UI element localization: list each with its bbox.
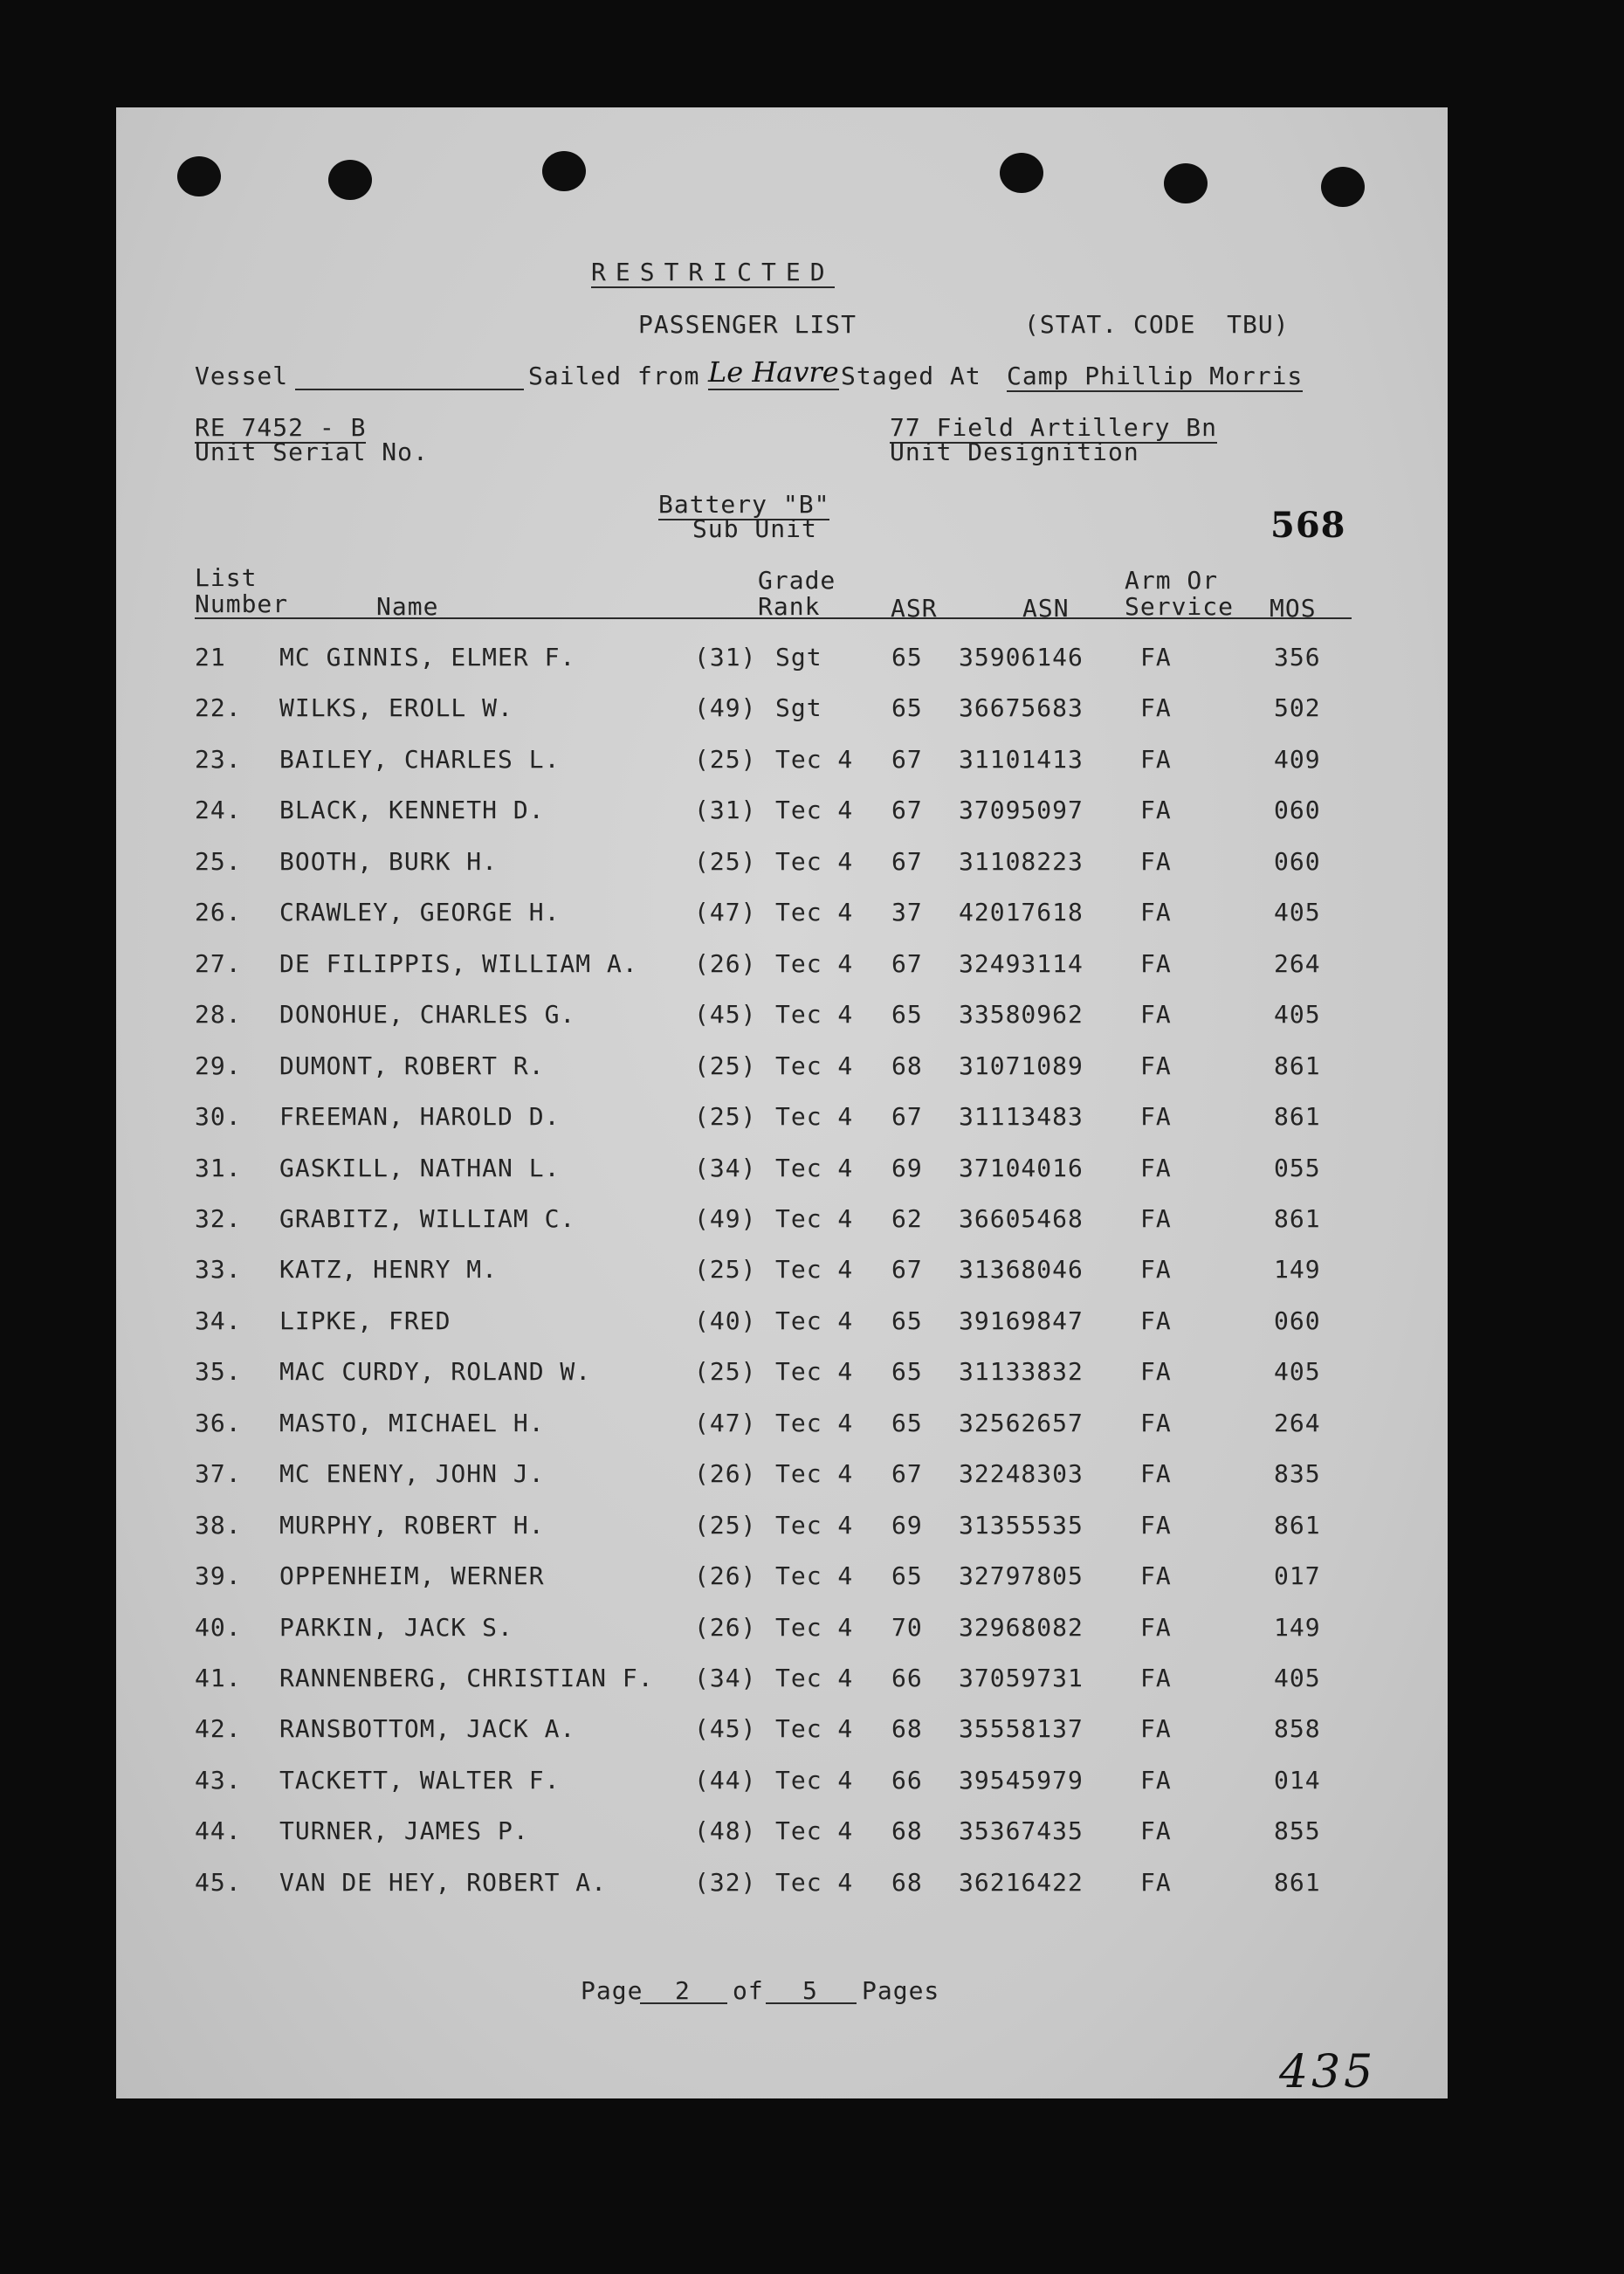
- list-number-cell: 24.: [195, 796, 242, 825]
- mos-cell: 861: [1274, 1051, 1321, 1080]
- list-number-cell: 40.: [195, 1612, 242, 1642]
- mos-cell: 861: [1274, 1510, 1321, 1540]
- age-cell: (34): [694, 1664, 757, 1692]
- mos-cell: 405: [1274, 1357, 1321, 1387]
- column-header-arm-service: Arm Or Service: [1125, 566, 1235, 621]
- table-row: [116, 796, 1448, 830]
- grade-rank-cell: Tec 4: [775, 1867, 854, 1897]
- passenger-name-cell: MC GINNIS, ELMER F.: [279, 643, 576, 672]
- asn-cell: 31113483: [959, 1102, 1084, 1132]
- mos-cell: 861: [1274, 1203, 1321, 1233]
- sailed-from-label: Sailed from: [528, 362, 700, 390]
- sub-unit-label: Sub Unit: [692, 514, 817, 543]
- age-cell: (47): [694, 898, 757, 927]
- asn-cell: 35558137: [959, 1714, 1084, 1744]
- age-cell: (45): [694, 1000, 757, 1030]
- age-cell: (49): [694, 1203, 757, 1233]
- table-row: [116, 1357, 1448, 1392]
- mos-cell: 405: [1274, 1664, 1321, 1692]
- list-number-cell: 36.: [195, 1408, 242, 1437]
- unit-designation-value: 77 Field Artillery Bn: [890, 413, 1218, 442]
- asr-cell: 69: [891, 1153, 923, 1182]
- asr-cell: 65: [891, 1561, 923, 1591]
- mos-cell: 835: [1274, 1459, 1321, 1489]
- table-row: [116, 1561, 1448, 1596]
- age-cell: (45): [694, 1714, 757, 1744]
- column-header-asr: ASR: [891, 594, 938, 623]
- mos-cell: 060: [1274, 1306, 1321, 1335]
- asr-cell: 67: [891, 1255, 923, 1285]
- asn-cell: 31368046: [959, 1255, 1084, 1285]
- grade-rank-cell: Tec 4: [775, 948, 854, 978]
- asn-cell: 33580962: [959, 1000, 1084, 1030]
- arm-service-cell: FA: [1140, 1510, 1172, 1540]
- arm-service-cell: FA: [1140, 1102, 1172, 1132]
- grade-rank-cell: Tec 4: [775, 1102, 854, 1132]
- asr-cell: 70: [891, 1612, 923, 1642]
- page-label: Page: [581, 1976, 643, 2005]
- mos-cell: 861: [1274, 1102, 1321, 1132]
- table-row: [116, 949, 1448, 984]
- table-row: [116, 1051, 1448, 1086]
- vessel-label: Vessel: [195, 362, 289, 390]
- asn-cell: 31108223: [959, 846, 1084, 876]
- table-row: [116, 1459, 1448, 1494]
- grade-rank-cell: Tec 4: [775, 1510, 854, 1540]
- asn-cell: 32797805: [959, 1561, 1084, 1591]
- unit-serial-label: Unit Serial No.: [195, 438, 429, 466]
- table-row: [116, 1664, 1448, 1699]
- age-cell: (25): [694, 1051, 757, 1080]
- passenger-name-cell: RANNENBERG, CHRISTIAN F.: [279, 1664, 654, 1692]
- age-cell: (25): [694, 1357, 757, 1387]
- asn-cell: 39545979: [959, 1765, 1084, 1795]
- asr-cell: 65: [891, 643, 923, 672]
- table-row: [116, 1766, 1448, 1801]
- passenger-name-cell: BAILEY, CHARLES L.: [279, 744, 561, 774]
- age-cell: (49): [694, 693, 757, 723]
- passenger-name-cell: TURNER, JAMES P.: [279, 1816, 529, 1846]
- mos-cell: 861: [1274, 1867, 1321, 1897]
- grade-rank-cell: Tec 4: [775, 1714, 854, 1744]
- unit-serial-value: RE 7452 - B: [195, 413, 367, 442]
- arm-service-cell: FA: [1140, 898, 1172, 927]
- arm-service-cell: FA: [1140, 948, 1172, 978]
- mos-cell: 060: [1274, 796, 1321, 825]
- passenger-name-cell: LIPKE, FRED: [279, 1306, 451, 1335]
- asn-cell: 32968082: [959, 1612, 1084, 1642]
- grade-rank-cell: Tec 4: [775, 1612, 854, 1642]
- list-number-cell: 34.: [195, 1306, 242, 1335]
- grade-rank-cell: Tec 4: [775, 796, 854, 825]
- passenger-name-cell: TACKETT, WALTER F.: [279, 1765, 561, 1795]
- list-number-cell: 29.: [195, 1051, 242, 1080]
- arm-service-cell: FA: [1140, 693, 1172, 723]
- mos-cell: 855: [1274, 1816, 1321, 1846]
- asr-cell: 66: [891, 1664, 923, 1692]
- table-row: [116, 1204, 1448, 1239]
- column-header-list-number: List Number: [195, 563, 289, 618]
- mos-cell: 409: [1274, 744, 1321, 774]
- grade-rank-cell: Tec 4: [775, 1561, 854, 1591]
- asr-cell: 67: [891, 744, 923, 774]
- passenger-name-cell: MURPHY, ROBERT H.: [279, 1510, 545, 1540]
- list-number-cell: 28.: [195, 1000, 242, 1030]
- table-row: [116, 745, 1448, 780]
- list-number-cell: 37.: [195, 1459, 242, 1489]
- age-cell: (44): [694, 1765, 757, 1795]
- grade-rank-cell: Tec 4: [775, 1000, 854, 1030]
- mos-cell: 405: [1274, 1000, 1321, 1030]
- asr-cell: 65: [891, 693, 923, 723]
- column-header-mos: MOS: [1270, 594, 1317, 623]
- mos-cell: 060: [1274, 846, 1321, 876]
- arm-service-cell: FA: [1140, 1765, 1172, 1795]
- table-row: [116, 1255, 1448, 1290]
- table-row: [116, 898, 1448, 933]
- passenger-name-cell: DUMONT, ROBERT R.: [279, 1051, 545, 1080]
- asn-cell: 36605468: [959, 1203, 1084, 1233]
- asn-cell: 37104016: [959, 1153, 1084, 1182]
- arm-service-cell: FA: [1140, 744, 1172, 774]
- arm-service-cell: FA: [1140, 1612, 1172, 1642]
- table-row: [116, 643, 1448, 678]
- list-number-cell: 26.: [195, 898, 242, 927]
- list-number-cell: 45.: [195, 1867, 242, 1897]
- asr-cell: 66: [891, 1765, 923, 1795]
- arm-service-cell: FA: [1140, 1203, 1172, 1233]
- passenger-name-cell: RANSBOTTOM, JACK A.: [279, 1714, 576, 1744]
- page-total-line: [766, 2002, 857, 2004]
- list-number-cell: 32.: [195, 1203, 242, 1233]
- asn-cell: 31355535: [959, 1510, 1084, 1540]
- arm-service-cell: FA: [1140, 1255, 1172, 1285]
- grade-rank-cell: Sgt: [775, 643, 822, 672]
- age-cell: (40): [694, 1306, 757, 1335]
- asr-cell: 65: [891, 1306, 923, 1335]
- mos-cell: 149: [1274, 1255, 1321, 1285]
- list-number-cell: 22.: [195, 693, 242, 723]
- sailed-from-value: Le Havre: [708, 355, 839, 389]
- age-cell: (26): [694, 1612, 757, 1642]
- asn-cell: 42017618: [959, 898, 1084, 927]
- unit-designation-label: Unit Designition: [890, 438, 1139, 466]
- passenger-name-cell: DONOHUE, CHARLES G.: [279, 1000, 576, 1030]
- age-cell: (26): [694, 948, 757, 978]
- asn-cell: 37095097: [959, 796, 1084, 825]
- list-number-cell: 42.: [195, 1714, 242, 1744]
- arm-service-cell: FA: [1140, 1816, 1172, 1846]
- mos-cell: 405: [1274, 898, 1321, 927]
- asn-cell: 31071089: [959, 1051, 1084, 1080]
- asr-cell: 68: [891, 1051, 923, 1080]
- table-row: [116, 1714, 1448, 1749]
- table-row: [116, 1102, 1448, 1137]
- arm-service-cell: FA: [1140, 1153, 1172, 1182]
- list-number-cell: 35.: [195, 1357, 242, 1387]
- mos-cell: 014: [1274, 1765, 1321, 1795]
- asr-cell: 67: [891, 948, 923, 978]
- age-cell: (31): [694, 643, 757, 672]
- of-label: of: [733, 1976, 764, 2005]
- mos-cell: 017: [1274, 1561, 1321, 1591]
- list-number-cell: 38.: [195, 1510, 242, 1540]
- passenger-name-cell: BOOTH, BURK H.: [279, 846, 499, 876]
- grade-rank-cell: Tec 4: [775, 1051, 854, 1080]
- asn-cell: 32562657: [959, 1408, 1084, 1437]
- asn-cell: 31133832: [959, 1357, 1084, 1387]
- age-cell: (25): [694, 744, 757, 774]
- arm-service-cell: FA: [1140, 1561, 1172, 1591]
- sub-unit-value: Battery "B": [658, 490, 830, 519]
- arm-service-cell: FA: [1140, 1000, 1172, 1030]
- asn-cell: 36216422: [959, 1867, 1084, 1897]
- list-number-cell: 43.: [195, 1765, 242, 1795]
- grade-rank-cell: Tec 4: [775, 1816, 854, 1846]
- passenger-name-cell: VAN DE HEY, ROBERT A.: [279, 1867, 608, 1897]
- table-row: [116, 1868, 1448, 1903]
- table-row: [116, 1816, 1448, 1851]
- table-row: [116, 847, 1448, 882]
- mos-cell: 055: [1274, 1153, 1321, 1182]
- list-number-cell: 30.: [195, 1102, 242, 1132]
- grade-rank-cell: Sgt: [775, 693, 822, 723]
- list-number-cell: 21: [195, 643, 226, 672]
- list-number-cell: 23.: [195, 744, 242, 774]
- passenger-name-cell: GRABITZ, WILLIAM C.: [279, 1203, 576, 1233]
- arm-service-cell: FA: [1140, 1459, 1172, 1489]
- list-number-cell: 25.: [195, 846, 242, 876]
- asn-cell: 32493114: [959, 948, 1084, 978]
- arm-service-cell: FA: [1140, 1306, 1172, 1335]
- table-row: [116, 1511, 1448, 1546]
- table-row: [116, 1613, 1448, 1648]
- asr-cell: 37: [891, 898, 923, 927]
- asn-cell: 32248303: [959, 1459, 1084, 1489]
- table-row: [116, 1000, 1448, 1035]
- mos-cell: 502: [1274, 693, 1321, 723]
- mos-cell: 858: [1274, 1714, 1321, 1744]
- arm-service-cell: FA: [1140, 796, 1172, 825]
- passenger-name-cell: CRAWLEY, GEORGE H.: [279, 898, 561, 927]
- list-number-cell: 31.: [195, 1153, 242, 1182]
- asn-cell: 37059731: [959, 1664, 1084, 1692]
- passenger-name-cell: GASKILL, NATHAN L.: [279, 1153, 561, 1182]
- asr-cell: 67: [891, 1102, 923, 1132]
- passenger-name-cell: FREEMAN, HAROLD D.: [279, 1102, 561, 1132]
- age-cell: (48): [694, 1816, 757, 1846]
- restricted-heading: RESTRICTED: [591, 258, 835, 286]
- asr-cell: 68: [891, 1714, 923, 1744]
- asr-cell: 65: [891, 1357, 923, 1387]
- list-number-cell: 41.: [195, 1664, 242, 1692]
- handwritten-number: 435: [1279, 2046, 1377, 2098]
- mos-cell: 356: [1274, 643, 1321, 672]
- asn-cell: 36675683: [959, 693, 1084, 723]
- arm-service-cell: FA: [1140, 1714, 1172, 1744]
- grade-rank-cell: Tec 4: [775, 898, 854, 927]
- asr-cell: 68: [891, 1816, 923, 1846]
- asn-cell: 35367435: [959, 1816, 1084, 1846]
- list-number-cell: 44.: [195, 1816, 242, 1846]
- arm-service-cell: FA: [1140, 1357, 1172, 1387]
- age-cell: (25): [694, 1510, 757, 1540]
- arm-service-cell: FA: [1140, 1664, 1172, 1692]
- grade-rank-cell: Tec 4: [775, 1408, 854, 1437]
- arm-service-cell: FA: [1140, 643, 1172, 672]
- grade-rank-cell: Tec 4: [775, 1255, 854, 1285]
- page-current: 2: [675, 1976, 691, 2005]
- mos-cell: 264: [1274, 948, 1321, 978]
- asr-cell: 69: [891, 1510, 923, 1540]
- pages-label: Pages: [862, 1976, 940, 2005]
- page-current-line: [640, 2002, 727, 2004]
- passenger-name-cell: BLACK, KENNETH D.: [279, 796, 545, 825]
- asr-cell: 62: [891, 1203, 923, 1233]
- list-number-cell: 27.: [195, 948, 242, 978]
- table-row: [116, 1154, 1448, 1189]
- age-cell: (25): [694, 846, 757, 876]
- column-header-grade-rank: Grade Rank: [758, 566, 836, 621]
- asn-cell: 31101413: [959, 744, 1084, 774]
- passenger-name-cell: MC ENENY, JOHN J.: [279, 1459, 545, 1489]
- age-cell: (25): [694, 1255, 757, 1285]
- table-row: [116, 1306, 1448, 1341]
- arm-service-cell: FA: [1140, 1867, 1172, 1897]
- page-total: 5: [802, 1976, 818, 2005]
- asr-cell: 67: [891, 846, 923, 876]
- grade-rank-cell: Tec 4: [775, 1357, 854, 1387]
- list-number-cell: 33.: [195, 1255, 242, 1285]
- list-number-cell: 39.: [195, 1561, 242, 1591]
- asr-cell: 67: [891, 796, 923, 825]
- passenger-name-cell: OPPENHEIM, WERNER: [279, 1561, 545, 1591]
- staged-at-label: Staged At: [841, 362, 981, 390]
- grade-rank-cell: Tec 4: [775, 1306, 854, 1335]
- asn-cell: 35906146: [959, 643, 1084, 672]
- grade-rank-cell: Tec 4: [775, 1765, 854, 1795]
- asr-cell: 67: [891, 1459, 923, 1489]
- arm-service-cell: FA: [1140, 1051, 1172, 1080]
- grade-rank-cell: Tec 4: [775, 1459, 854, 1489]
- age-cell: (25): [694, 1102, 757, 1132]
- stat-code: (STAT. CODE TBU): [1024, 310, 1290, 339]
- document-page: [116, 107, 1448, 2098]
- table-row: [116, 1409, 1448, 1444]
- grade-rank-cell: Tec 4: [775, 1153, 854, 1182]
- age-cell: (26): [694, 1459, 757, 1489]
- column-header-name: Name: [376, 592, 439, 621]
- column-header-asn: ASN: [1022, 594, 1070, 623]
- age-cell: (47): [694, 1408, 757, 1437]
- asr-cell: 68: [891, 1867, 923, 1897]
- document-title: PASSENGER LIST: [638, 310, 857, 339]
- asr-cell: 65: [891, 1000, 923, 1030]
- age-cell: (31): [694, 796, 757, 825]
- asn-cell: 39169847: [959, 1306, 1084, 1335]
- mos-cell: 149: [1274, 1612, 1321, 1642]
- grade-rank-cell: Tec 4: [775, 1203, 854, 1233]
- passenger-name-cell: WILKS, EROLL W.: [279, 693, 513, 723]
- table-row: [116, 693, 1448, 728]
- sheet-number: 568: [1270, 505, 1346, 546]
- passenger-name-cell: DE FILIPPIS, WILLIAM A.: [279, 948, 638, 978]
- age-cell: (32): [694, 1867, 757, 1897]
- passenger-table: [116, 107, 1448, 2098]
- age-cell: (34): [694, 1153, 757, 1182]
- passenger-name-cell: KATZ, HENRY M.: [279, 1255, 499, 1285]
- arm-service-cell: FA: [1140, 1408, 1172, 1437]
- passenger-name-cell: MASTO, MICHAEL H.: [279, 1408, 545, 1437]
- grade-rank-cell: Tec 4: [775, 846, 854, 876]
- staged-at-value: Camp Phillip Morris: [1007, 362, 1304, 390]
- grade-rank-cell: Tec 4: [775, 1664, 854, 1692]
- passenger-name-cell: PARKIN, JACK S.: [279, 1612, 513, 1642]
- grade-rank-cell: Tec 4: [775, 744, 854, 774]
- age-cell: (26): [694, 1561, 757, 1591]
- asr-cell: 65: [891, 1408, 923, 1437]
- mos-cell: 264: [1274, 1408, 1321, 1437]
- arm-service-cell: FA: [1140, 846, 1172, 876]
- passenger-name-cell: MAC CURDY, ROLAND W.: [279, 1357, 592, 1387]
